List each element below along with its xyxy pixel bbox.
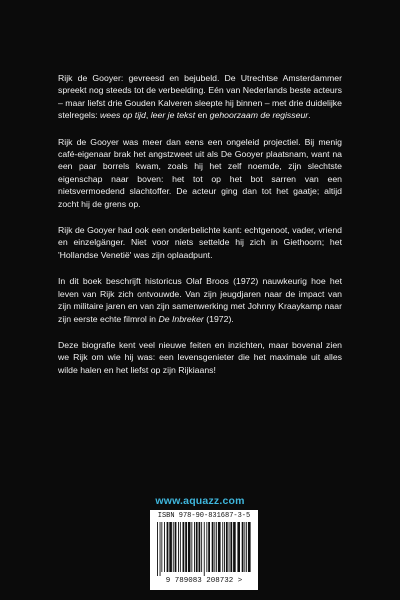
barcode-bar bbox=[218, 522, 221, 572]
barcode-digits: 9 789083 208732 > bbox=[165, 577, 243, 585]
emphasis-text: gehoorzaam de regisseur bbox=[209, 110, 309, 121]
barcode-bar bbox=[201, 522, 202, 572]
barcode-bar bbox=[206, 522, 207, 572]
isbn-label: ISBN 978-90-831687-3-5 bbox=[157, 512, 251, 520]
barcode-bar bbox=[178, 522, 179, 572]
body-text: In dit boek beschrijft historicus Olaf Broos (1972) nauwkeurig hoe het leven van Rijk zich ontvouwde. Van zijn jeugdjaren naar de impact van zijn militaire jaren en van zijn samenwerking met Johnny Kraaykamp naar zijn eerste echte filmrol in bbox=[58, 276, 342, 324]
barcode-bar bbox=[233, 522, 236, 572]
publisher-url[interactable]: www.aquazz.com bbox=[155, 495, 245, 507]
body-text: . bbox=[308, 110, 311, 121]
barcode bbox=[150, 510, 258, 590]
barcode-bar bbox=[199, 522, 201, 572]
barcode-bar bbox=[167, 522, 169, 572]
barcode-bar bbox=[246, 522, 247, 572]
barcode-bar bbox=[224, 522, 225, 572]
barcode-bar bbox=[242, 522, 244, 572]
barcode-bar bbox=[194, 522, 195, 572]
body-text: Rijk de Gooyer had ook een onderbelichte kant: echtgenoot, vader, vriend en einzelgänger. Niet voor niets settelde hij zich in Giethoorn; het 'Hollandse Venetië' was zijn oplaadpunt. bbox=[58, 225, 342, 260]
barcode-bar bbox=[183, 522, 185, 572]
barcode-bars bbox=[156, 522, 252, 576]
blurb-paragraph-1 bbox=[58, 72, 342, 122]
barcode-bar bbox=[185, 522, 187, 572]
blurb-paragraph-3 bbox=[58, 224, 342, 261]
barcode-bar bbox=[230, 522, 232, 572]
body-text: Deze biografie kent veel nieuwe feiten en inzichten, maar bovenal zien we Rijk om wie hij was: een levensgenieter die het maximale uit alles wilde halen en het liefst op zijn Rijkiaans! bbox=[58, 339, 342, 375]
barcode-bar bbox=[160, 522, 161, 576]
barcode-bar bbox=[229, 522, 230, 572]
body-text: Rijk de Gooyer: gevreesd en bejubeld. De Utrechtse Amsterdammer spreekt nog steeds tot de verbeelding. Eén van Nederlands beste acteurs – maar liefst drie Gouden Kalveren sleepte hij binnen – met drie duidelijke stelregels: bbox=[58, 73, 342, 121]
barcode-bar bbox=[212, 522, 214, 572]
barcode-bar bbox=[188, 522, 191, 572]
barcode-bar bbox=[226, 522, 228, 572]
body-text: en bbox=[195, 110, 210, 121]
blurb-paragraph-4 bbox=[58, 275, 342, 325]
barcode-bar bbox=[191, 522, 192, 572]
emphasis-text: De Inbreker bbox=[158, 313, 204, 324]
barcode-bar bbox=[214, 522, 215, 572]
emphasis-text: leer je tekst bbox=[150, 110, 196, 121]
barcode-bar bbox=[204, 522, 205, 576]
barcode-bar bbox=[208, 522, 210, 572]
blurb-text bbox=[58, 72, 342, 376]
barcode-bar bbox=[161, 522, 162, 572]
barcode-bar bbox=[173, 522, 174, 572]
barcode-bar bbox=[248, 522, 251, 572]
barcode-bar bbox=[216, 522, 217, 572]
blurb-paragraph-5 bbox=[58, 339, 342, 376]
barcode-bar bbox=[237, 522, 240, 572]
body-text: Rijk de Gooyer was meer dan eens een ongeleid projectiel. Bij menig café-eigenaar brak het angstzweet uit als De Gooyer plaatsnam, want na een paar borrels kwam, zoals hij het zelf noemde, zijn slechtste eigenschap naar boven: het tot op het bot sarren van een nietsvermoedend slachtoffer. De acteur ging dan tot het gaatje; altijd zocht hij de grens op. bbox=[58, 136, 342, 209]
barcode-bar bbox=[196, 522, 198, 572]
barcode-bar bbox=[244, 522, 245, 572]
barcode-bar bbox=[157, 522, 158, 576]
body-text: , bbox=[145, 110, 151, 121]
barcode-bar bbox=[164, 522, 165, 572]
barcode-bar bbox=[175, 522, 177, 572]
body-text: (1972). bbox=[203, 313, 234, 324]
barcode-bar bbox=[222, 522, 223, 572]
barcode-bar bbox=[180, 522, 181, 572]
barcode-bar bbox=[169, 522, 172, 572]
blurb-paragraph-2 bbox=[58, 136, 342, 210]
emphasis-text: wees op tijd bbox=[100, 110, 146, 121]
